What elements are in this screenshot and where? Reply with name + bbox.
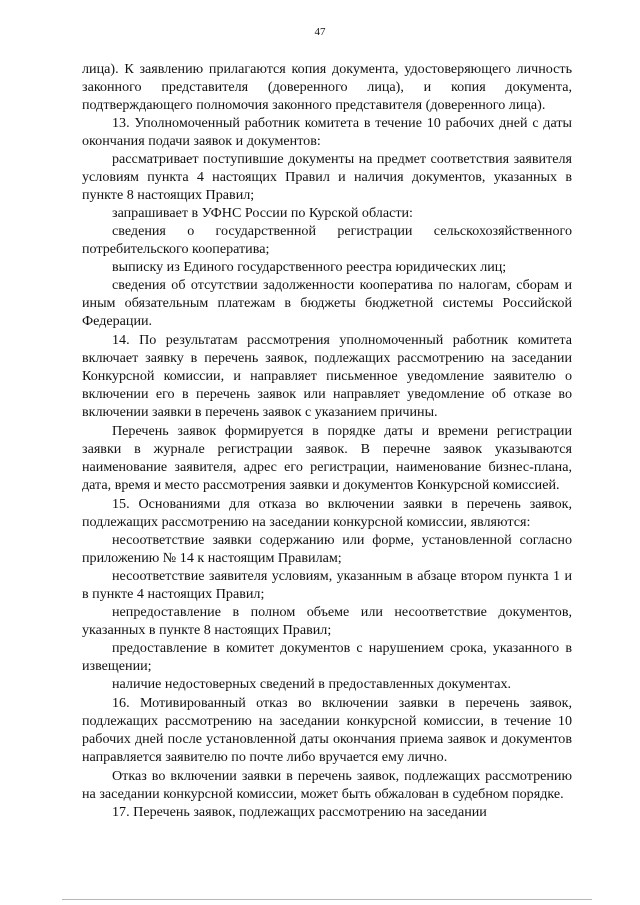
paragraph-ground-documents: непредоставление в полном объеме или несоответствие документов, указанных в пункте 8 настоящих Правил; [82,604,572,638]
document-body [82,60,572,821]
paragraph-ground-false-info: наличие недостоверных сведений в предоставленных документах. [112,676,512,692]
paragraph-item-16: 16. Мотивированный отказ во включении заявки в перечень заявок, подлежащих рассмотрению на заседании конкурсной комиссии, в течение 10 рабочих дней после установленной даты окончания приема заявок и документов направляется заявителю по почте либо вручается ему лично. [82,695,572,765]
page-number: 47 [314,26,326,38]
paragraph-item-14: 14. По результатам рассмотрения уполномоченный работник комитета включает заявку в перечень заявок, подлежащих рассмотрению на заседании Конкурсной комиссии, и направляет письменное уведомление заявителю о включении его в перечень заявок или направляет уведомление об отказе во включении заявки в перечень заявок с указанием причины. [82,332,572,420]
paragraph-no-debt-info: сведения об отсутствии задолженности кооператива по налогам, сборам и иным обязательным платежам в бюджеты бюджетной системы Российской Федерации. [82,277,572,329]
paragraph-ground-form: несоответствие заявки содержанию или форме, установленной согласно приложению № 14 к настоящим Правилам; [82,532,572,566]
paragraph-item-15: 15. Основаниями для отказа во включении заявки в перечень заявок, подлежащих рассмотрению на заседании конкурсной комиссии, являются: [82,496,572,530]
paragraph-appeal: Отказ во включении заявки в перечень заявок, подлежащих рассмотрению на заседании конкурсной комиссии, может быть обжалован в судебном порядке. [82,768,572,802]
paragraph-ground-conditions: несоответствие заявителя условиям, указанным в абзаце втором пункта 1 и в пункте 4 настоящих Правил; [82,568,572,602]
paragraph-register-extract: выписку из Единого государственного реестра юридических лиц; [112,259,507,275]
paragraph-request-ufns: запрашивает в УФНС России по Курской области: [112,205,413,221]
paragraph-review-documents: рассматривает поступившие документы на предмет соответствия заявителя условиям пункта 4 настоящих Правил и наличия документов, указанных в пункте 8 настоящих Правил; [82,151,572,203]
paragraph-item-13: 13. Уполномоченный работник комитета в течение 10 рабочих дней с даты окончания подачи заявок и документов: [82,115,572,149]
paragraph-continuation: лица). К заявлению прилагаются копия документа, удостоверяющего личность законного представителя (доверенного лица), и копия документа, подтверждающего полномочия законного представителя (доверенного лица). [82,61,572,113]
page-bottom-edge [62,899,592,900]
paragraph-application-list: Перечень заявок формируется в порядке даты и времени регистрации заявки в журнале регистрации заявок. В перечне заявок указываются наименование заявителя, адрес его регистрации, наименование бизнес-плана, дата, время и место рассмотрения заявки и документов Конкурсной комиссией. [82,423,572,493]
paragraph-item-17: 17. Перечень заявок, подлежащих рассмотрению на заседании [112,804,487,820]
paragraph-registration-info: сведения о государственной регистрации сельскохозяйственного потребительского кооператива; [82,223,572,257]
paragraph-ground-deadline: предоставление в комитет документов с нарушением срока, указанного в извещении; [82,640,572,674]
